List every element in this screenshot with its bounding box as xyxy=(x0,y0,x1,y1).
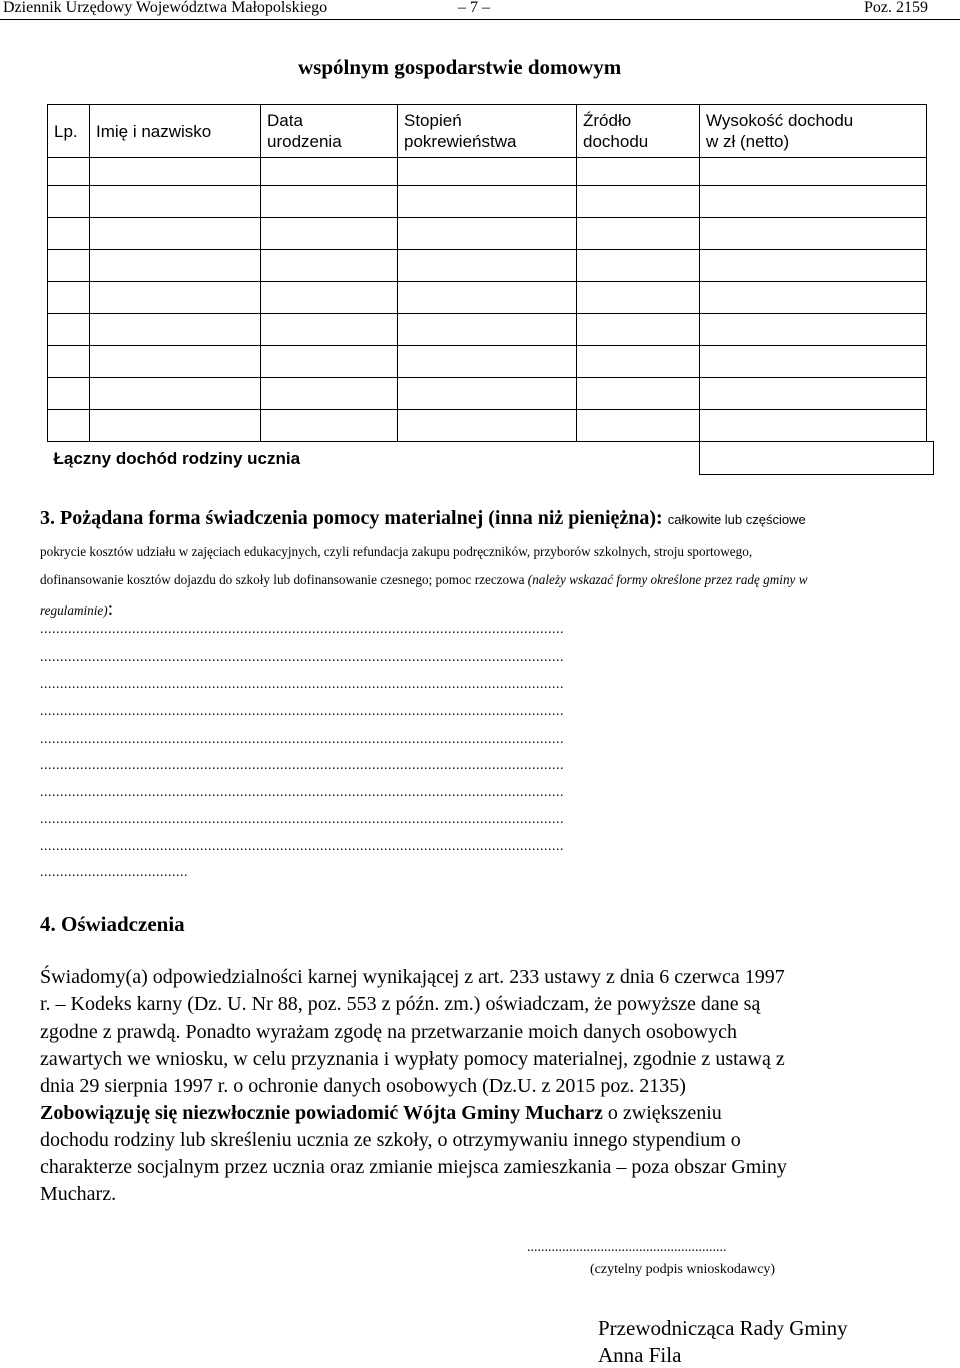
statement-line: zawartych we wniosku, w celu przyznania i wypłaty pomocy materialnej, zgodnie z ustawą z xyxy=(40,1048,785,1070)
cell-name[interactable] xyxy=(90,282,261,314)
cell-kinship[interactable] xyxy=(398,282,577,314)
cell-source[interactable] xyxy=(577,282,700,314)
row-spacer xyxy=(927,158,934,186)
cell-kinship[interactable] xyxy=(398,314,577,346)
header-name: Imię i nazwisko xyxy=(90,105,261,158)
cell-lp[interactable] xyxy=(48,218,90,250)
cell-source[interactable] xyxy=(577,186,700,218)
cell-name[interactable] xyxy=(90,314,261,346)
cell-name[interactable] xyxy=(90,346,261,378)
row-spacer xyxy=(927,378,934,410)
header-kinship: Stopień pokrewieństwa xyxy=(398,105,577,158)
page-number: – 7 – xyxy=(458,0,490,16)
cell-kinship[interactable] xyxy=(398,378,577,410)
cell-birth[interactable] xyxy=(261,218,398,250)
cell-lp[interactable] xyxy=(48,378,90,410)
cell-name[interactable] xyxy=(90,378,261,410)
table-row xyxy=(48,282,934,314)
cell-kinship[interactable] xyxy=(398,410,577,442)
answer-line[interactable]: ................................................................................................................................... xyxy=(40,732,564,747)
section3-italic-note: (należy wskazać formy określone przez radę gminy w xyxy=(527,572,808,587)
cell-birth[interactable] xyxy=(261,410,398,442)
cell-amount[interactable] xyxy=(700,218,927,250)
cell-name[interactable] xyxy=(90,250,261,282)
cell-name[interactable] xyxy=(90,186,261,218)
cell-kinship[interactable] xyxy=(398,158,577,186)
table-row xyxy=(48,378,934,410)
journal-title: Dziennik Urzędowy Województwa Małopolskiego xyxy=(3,0,328,16)
header-rule xyxy=(0,19,960,20)
statement-line: Świadomy(a) odpowiedzialności karnej wynikającej z art. 233 ustawy z dnia 6 czerwca 1997 xyxy=(40,966,785,988)
answer-line[interactable]: ................................................................................................................................... xyxy=(40,812,564,827)
header-lp: Lp. xyxy=(48,105,90,158)
row-spacer xyxy=(927,314,934,346)
cell-source[interactable] xyxy=(577,346,700,378)
cell-lp[interactable] xyxy=(48,314,90,346)
cell-amount[interactable] xyxy=(700,410,927,442)
cell-name[interactable] xyxy=(90,218,261,250)
cell-kinship[interactable] xyxy=(398,186,577,218)
statement-line: r. – Kodeks karny (Dz. U. Nr 88, poz. 553 z późn. zm.) oświadczam, że powyższe dane są xyxy=(40,993,761,1015)
row-spacer xyxy=(927,410,934,442)
signature-line[interactable]: ......................................................... xyxy=(527,1240,727,1255)
cell-birth[interactable] xyxy=(261,346,398,378)
cell-source[interactable] xyxy=(577,158,700,186)
cell-birth[interactable] xyxy=(261,186,398,218)
cell-amount[interactable] xyxy=(700,314,927,346)
household-income-table xyxy=(47,104,934,475)
obligation-text: Zobowiązuję się niezwłocznie powiadomić Wójta Gminy Mucharz xyxy=(40,1102,603,1124)
section3-line3: regulaminie): xyxy=(40,598,114,620)
section3-heading: 3. Pożądana forma świadczenia pomocy materialnej (inna niż pieniężna): całkowite lub częściowe xyxy=(40,507,806,529)
section3-line2: dofinansowanie kosztów dojazdu do szkoły lub dofinansowanie czesnego; pomoc rzeczowa (należy wskazać formy określone przez radę gminy w xyxy=(40,572,808,587)
table-row xyxy=(48,186,934,218)
cell-amount[interactable] xyxy=(700,378,927,410)
header-spacer xyxy=(927,105,934,158)
cell-source[interactable] xyxy=(577,410,700,442)
table-row xyxy=(48,218,934,250)
cell-source[interactable] xyxy=(577,218,700,250)
header-birth-date: Data urodzenia xyxy=(261,105,398,158)
statement-line: charakterze socjalnym przez ucznia oraz zmianie miejsca zamieszkania – poza obszar Gminy xyxy=(40,1156,787,1178)
cell-birth[interactable] xyxy=(261,158,398,186)
section4-heading: 4. Oświadczenia xyxy=(40,912,185,936)
table-total-row xyxy=(48,442,934,475)
cell-birth[interactable] xyxy=(261,314,398,346)
answer-line[interactable]: ................................................................................................................................... xyxy=(40,758,564,773)
answer-line[interactable]: ................................................................................................................................... xyxy=(40,839,564,854)
header-income-source: Źródło dochodu xyxy=(577,105,700,158)
table-title: wspólnym gospodarstwie domowym xyxy=(298,55,622,79)
cell-lp[interactable] xyxy=(48,410,90,442)
cell-amount[interactable] xyxy=(700,250,927,282)
cell-amount[interactable] xyxy=(700,186,927,218)
answer-line[interactable]: ................................................................................................................................... xyxy=(40,622,564,637)
cell-birth[interactable] xyxy=(261,250,398,282)
row-spacer xyxy=(927,218,934,250)
table-row xyxy=(48,314,934,346)
cell-source[interactable] xyxy=(577,378,700,410)
statement-line: dnia 29 sierpnia 1997 r. o ochronie danych osobowych (Dz.U. z 2015 poz. 2135) xyxy=(40,1075,686,1097)
cell-amount[interactable] xyxy=(700,158,927,186)
chair-name: Anna Fila xyxy=(598,1343,682,1367)
statement-line: dochodu rodziny lub skreśleniu ucznia ze szkoły, o otrzymywaniu innego stypendium o xyxy=(40,1129,741,1151)
cell-amount[interactable] xyxy=(700,346,927,378)
answer-line[interactable]: ................................................................................................................................... xyxy=(40,677,564,692)
cell-source[interactable] xyxy=(577,250,700,282)
cell-kinship[interactable] xyxy=(398,346,577,378)
cell-lp[interactable] xyxy=(48,186,90,218)
table-row xyxy=(48,158,934,186)
statement-line: zgodne z prawdą. Ponadto wyrażam zgodę na przetwarzanie moich danych osobowych xyxy=(40,1021,737,1043)
cell-lp[interactable] xyxy=(48,250,90,282)
total-income-label: Łączny dochód rodziny ucznia xyxy=(48,442,700,475)
cell-lp[interactable] xyxy=(48,282,90,314)
cell-lp[interactable] xyxy=(48,158,90,186)
statement-line: Mucharz. xyxy=(40,1183,117,1205)
answer-line[interactable]: ................................................................................................................................... xyxy=(40,650,564,665)
answer-line[interactable]: ................................................................................................................................... xyxy=(40,785,564,800)
cell-kinship[interactable] xyxy=(398,218,577,250)
answer-line-short[interactable]: ..................................... xyxy=(40,865,188,880)
section3-line1: pokrycie kosztów udziału w zajęciach edukacyjnych, czyli refundacja zakupu podręczników, przyborów szkolnych, stroju sportowego, xyxy=(40,544,753,559)
row-spacer xyxy=(927,186,934,218)
table-row xyxy=(48,346,934,378)
cell-name[interactable] xyxy=(90,158,261,186)
cell-lp[interactable] xyxy=(48,346,90,378)
section3-heading-tail: całkowite lub częściowe xyxy=(667,512,806,527)
row-spacer xyxy=(927,250,934,282)
table-row xyxy=(48,410,934,442)
cell-source[interactable] xyxy=(577,314,700,346)
cell-name[interactable] xyxy=(90,410,261,442)
chair-title: Przewodnicząca Rady Gminy xyxy=(598,1316,848,1340)
row-spacer xyxy=(927,346,934,378)
header-income-amount: Wysokość dochodu w zł (netto) xyxy=(700,105,927,158)
table-header-row xyxy=(48,105,934,158)
row-spacer xyxy=(927,282,934,314)
total-income-value[interactable] xyxy=(700,442,934,475)
statement-line: Zobowiązuję się niezwłocznie powiadomić Wójta Gminy Mucharz o zwiększeniu xyxy=(40,1102,722,1124)
answer-line[interactable]: ................................................................................................................................... xyxy=(40,704,564,719)
cell-birth[interactable] xyxy=(261,378,398,410)
signature-label: (czytelny podpis wnioskodawcy) xyxy=(590,1262,776,1277)
cell-kinship[interactable] xyxy=(398,250,577,282)
table-row xyxy=(48,250,934,282)
cell-birth[interactable] xyxy=(261,282,398,314)
position-number: Poz. 2159 xyxy=(864,0,928,16)
cell-amount[interactable] xyxy=(700,282,927,314)
